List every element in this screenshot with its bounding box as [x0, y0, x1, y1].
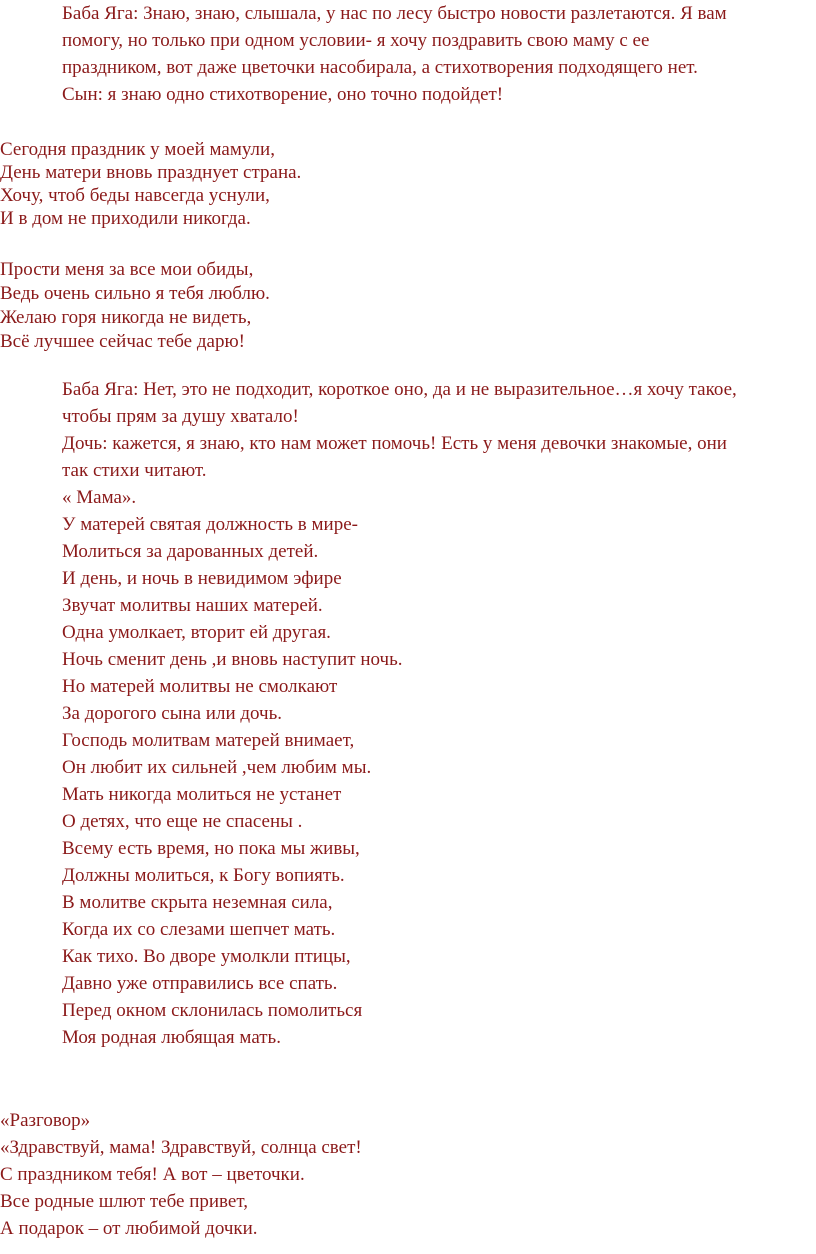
dialogue-line: помогу, но только при одном условии- я хочу поздравить свою маму с ее	[62, 30, 650, 51]
poem-line: Мать никогда молиться не устанет	[62, 784, 342, 805]
poem-line: В молитве скрыта неземная сила,	[62, 892, 333, 913]
poem-line: Ночь сменит день ,и вновь наступит ночь.	[62, 649, 403, 670]
poem-line: Когда их со слезами шепчет мать.	[62, 919, 336, 940]
poem-line: День матери вновь празднует страна.	[0, 162, 302, 183]
dialogue-line: Баба Яга: Знаю, знаю, слышала, у нас по лесу быстро новости разлетаются. Я вам	[62, 3, 727, 24]
dialogue-line: Сын: я знаю одно стихотворение, оно точно подойдет!	[62, 84, 504, 105]
poem-line: А подарок – от любимой дочки.	[0, 1218, 258, 1239]
poem-line: Но матерей молитвы не смолкают	[62, 676, 338, 697]
poem-line: «Здравствуй, мама! Здравствуй, солнца свет!	[0, 1137, 362, 1158]
poem-line: У матерей святая должность в мире-	[62, 514, 358, 535]
poem-line: Прости меня за все мои обиды,	[0, 259, 254, 280]
poem-line: Все родные шлют тебе привет,	[0, 1191, 248, 1212]
poem-line: Перед окном склонилась помолиться	[62, 1000, 363, 1021]
poem-line: И день, и ночь в невидимом эфире	[62, 568, 342, 589]
poem-line: И в дом не приходили никогда.	[0, 208, 251, 229]
poem-line: Должны молиться, к Богу вопиять.	[62, 865, 345, 886]
poem-line: Хочу, чтоб беды навсегда уснули,	[0, 185, 270, 206]
poem-line: Одна умолкает, вторит ей другая.	[62, 622, 331, 643]
dialogue-line: праздником, вот даже цветочки насобирала, а стихотворения подходящего нет.	[62, 57, 698, 78]
poem-line: Всё лучшее сейчас тебе дарю!	[0, 331, 245, 352]
poem-line: За дорогого сына или дочь.	[62, 703, 283, 724]
poem-title: « Мама».	[62, 487, 137, 508]
dialogue-line: Баба Яга: Нет, это не подходит, короткое оно, да и не выразительное…я хочу такое,	[62, 379, 737, 400]
dialogue-line: так стихи читают.	[62, 460, 207, 481]
dialogue-line: Дочь: кажется, я знаю, кто нам может помочь! Есть у меня девочки знакомые, они	[62, 433, 727, 454]
poem-line: Сегодня праздник у моей мамули,	[0, 139, 275, 160]
poem-line: Всему есть время, но пока мы живы,	[62, 838, 360, 859]
poem-line: Молиться за дарованных детей.	[62, 541, 319, 562]
poem-line: Моя родная любящая мать.	[62, 1027, 281, 1048]
poem-line: Давно уже отправились все спать.	[62, 973, 338, 994]
poem-line: С праздником тебя! А вот – цветочки.	[0, 1164, 305, 1185]
poem-line: О детях, что еще не спасены .	[62, 811, 303, 832]
poem-line: Ведь очень сильно я тебя люблю.	[0, 283, 270, 304]
poem-title: «Разговор»	[0, 1110, 91, 1131]
poem-line: Звучат молитвы наших матерей.	[62, 595, 323, 616]
poem-line: Он любит их сильней ,чем любим мы.	[62, 757, 372, 778]
poem-line: Как тихо. Во дворе умолкли птицы,	[62, 946, 351, 967]
poem-line: Господь молитвам матерей внимает,	[62, 730, 355, 751]
dialogue-line: чтобы прям за душу хватало!	[62, 406, 299, 427]
poem-line: Желаю горя никогда не видеть,	[0, 307, 252, 328]
